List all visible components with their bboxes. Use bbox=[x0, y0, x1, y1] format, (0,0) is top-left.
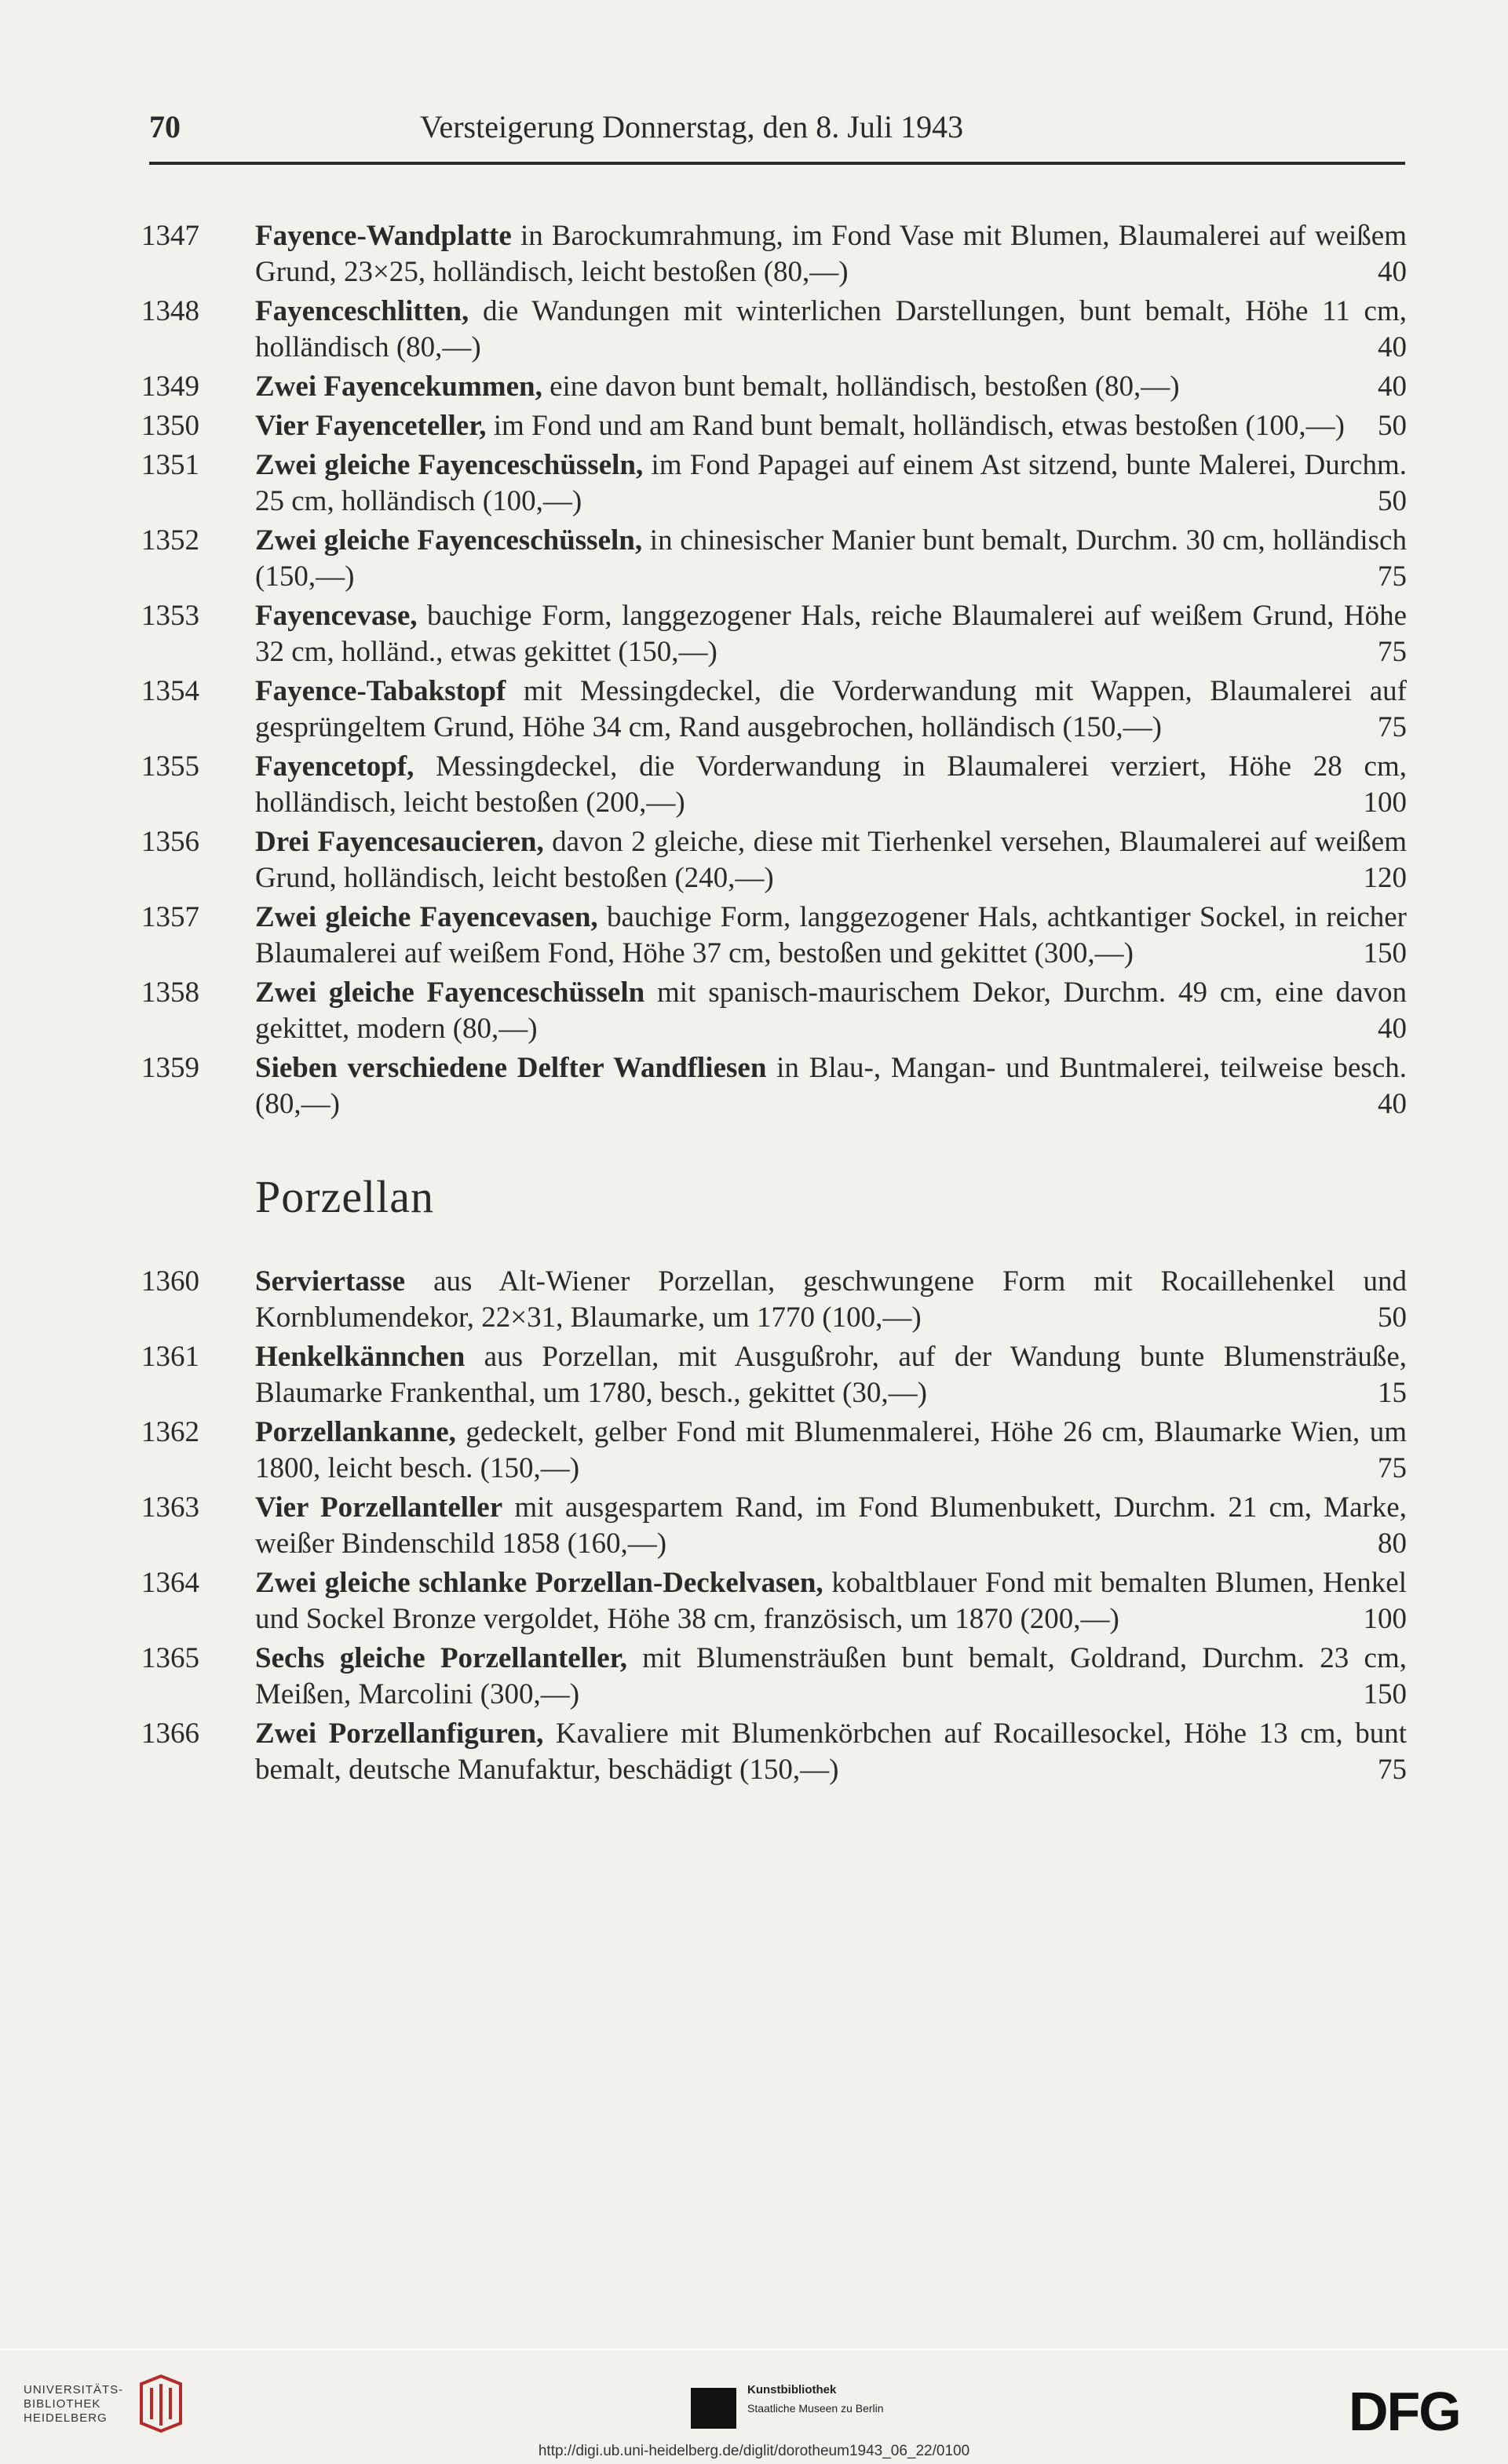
lot-number: 1353 bbox=[141, 600, 199, 632]
lot-price: 40 bbox=[1378, 256, 1407, 288]
lot-number: 1352 bbox=[141, 524, 199, 557]
lot-number: 1362 bbox=[141, 1416, 199, 1448]
lot-list-porzellan bbox=[141, 1264, 1407, 1788]
lot-price: 75 bbox=[1378, 636, 1407, 668]
lot-entry bbox=[141, 1641, 1407, 1713]
lot-description bbox=[255, 294, 1407, 366]
lot-text: in Blau-, Mangan- und Buntmalerei, teilweise besch. (80,—) bbox=[255, 1052, 1407, 1120]
lot-number: 1365 bbox=[141, 1642, 199, 1674]
lot-entry bbox=[141, 900, 1407, 972]
lot-number: 1363 bbox=[141, 1491, 199, 1524]
lot-price: 40 bbox=[1378, 1013, 1407, 1045]
lot-description bbox=[255, 408, 1407, 444]
lot-number: 1359 bbox=[141, 1052, 199, 1084]
lot-description bbox=[255, 1264, 1407, 1336]
lot-description bbox=[255, 673, 1407, 746]
lot-number: 1351 bbox=[141, 449, 199, 481]
lot-number: 1349 bbox=[141, 371, 199, 403]
lot-text: mit spanisch-maurischem Dekor, Durchm. 49 cm, eine davon gekittet, modern (80,—) bbox=[255, 976, 1407, 1045]
lot-entry bbox=[141, 1050, 1407, 1122]
lot-entry bbox=[141, 749, 1407, 821]
lot-price: 40 bbox=[1378, 1088, 1407, 1120]
lot-text: bauchige Form, langgezogener Hals, achtkantiger Sockel, in reicher Blaumalerei auf weißem Fond, Höhe 37 cm, bestoßen und gekittet (300,—) bbox=[255, 901, 1408, 969]
lot-title: Zwei Fayencekummen, bbox=[255, 371, 542, 403]
lot-text: davon 2 gleiche, diese mit Tierhenkel versehen, Blaumalerei auf weißem Grund, holländisch, leicht bestoßen (240,—) bbox=[255, 826, 1407, 894]
lot-text: mit Blumensträußen bunt bemalt, Goldrand, Durchm. 23 cm, Meißen, Marcolini (300,—) bbox=[255, 1642, 1408, 1710]
lot-text: in Barockumrahmung, im Fond Vase mit Blumen, Blaumalerei auf weißem Grund, 23×25, holländisch, leicht bestoßen (80,—) bbox=[255, 220, 1407, 288]
lot-entry bbox=[141, 1490, 1407, 1562]
lot-price: 150 bbox=[1363, 937, 1407, 969]
lot-description bbox=[255, 749, 1407, 821]
lot-title: Vier Porzellanteller bbox=[255, 1491, 503, 1524]
lot-description bbox=[255, 824, 1407, 896]
library-name-line: HEIDELBERG bbox=[24, 2411, 108, 2425]
lot-entry bbox=[141, 824, 1407, 896]
lot-text: in chinesischer Manier bunt bemalt, Durchm. 30 cm, holländisch (150,—) bbox=[255, 524, 1407, 593]
lot-number: 1347 bbox=[141, 220, 199, 252]
lot-text: eine davon bunt bemalt, holländisch, bestoßen (80,—) bbox=[542, 371, 1180, 403]
lot-entry bbox=[141, 673, 1407, 746]
lot-price: 50 bbox=[1378, 485, 1407, 517]
lot-price: 100 bbox=[1363, 1603, 1407, 1635]
lot-price: 80 bbox=[1378, 1528, 1407, 1560]
lot-description bbox=[255, 1339, 1407, 1411]
lot-entry bbox=[141, 218, 1407, 290]
lot-description bbox=[255, 1415, 1407, 1487]
lot-text: die Wandungen mit winterlichen Darstellungen, bunt bemalt, Höhe 11 cm, holländisch (80,—) bbox=[255, 295, 1407, 363]
lot-title: Fayenceschlitten, bbox=[255, 295, 469, 327]
lot-title: Zwei gleiche Fayenceschüsseln, bbox=[255, 449, 644, 481]
lot-text: Messingdeckel, die Vorderwandung in Blaumalerei verziert, Höhe 28 cm, holländisch, leicht bestoßen (200,—) bbox=[255, 750, 1407, 819]
lot-number: 1348 bbox=[141, 295, 199, 327]
lot-entry bbox=[141, 1716, 1407, 1788]
kunstbibliothek-logo-icon bbox=[691, 2388, 736, 2429]
dfg-logo[interactable]: DFG bbox=[1349, 2381, 1460, 2442]
lot-number: 1354 bbox=[141, 675, 199, 707]
lot-entry bbox=[141, 1565, 1407, 1637]
library-emblem-icon bbox=[137, 2372, 184, 2435]
lot-title: Sieben verschiedene Delfter Wandfliesen bbox=[255, 1052, 767, 1084]
lot-text: im Fond Papagei auf einem Ast sitzend, bunte Malerei, Durchm. 25 cm, holländisch (100,—) bbox=[255, 449, 1407, 517]
lot-number: 1357 bbox=[141, 901, 199, 933]
page-title: Versteigerung Donnerstag, den 8. Juli 1943 bbox=[420, 109, 964, 144]
lot-entry bbox=[141, 1339, 1407, 1411]
lot-description bbox=[255, 1490, 1407, 1562]
lot-price: 75 bbox=[1378, 1754, 1407, 1786]
lot-price: 50 bbox=[1378, 410, 1407, 442]
lot-description bbox=[255, 1641, 1407, 1713]
footer-rule bbox=[0, 2349, 1508, 2350]
lot-number: 1361 bbox=[141, 1341, 199, 1373]
permalink-url[interactable]: http://digi.ub.uni-heidelberg.de/diglit/dorotheum1943_06_22/0100 bbox=[538, 2443, 970, 2459]
lot-entry bbox=[141, 294, 1407, 366]
lot-number: 1355 bbox=[141, 750, 199, 783]
lot-description bbox=[255, 1716, 1407, 1788]
lot-title: Fayencetopf, bbox=[255, 750, 414, 783]
lot-text: im Fond und am Rand bunt bemalt, holländisch, etwas bestoßen (100,—) bbox=[486, 410, 1345, 442]
lot-description bbox=[255, 975, 1407, 1047]
lot-text: aus Porzellan, mit Ausgußrohr, auf der Wandung bunte Blumensträuße, Blaumarke Frankenthal, um 1780, besch., gekittet (30,—) bbox=[255, 1341, 1407, 1409]
lot-entry bbox=[141, 598, 1407, 670]
lot-price: 75 bbox=[1378, 711, 1407, 743]
section-heading: Porzellan bbox=[255, 1171, 435, 1222]
lot-title: Zwei gleiche schlanke Porzellan-Deckelvasen, bbox=[255, 1567, 823, 1599]
lot-description bbox=[255, 1050, 1407, 1122]
lot-entry bbox=[141, 1415, 1407, 1487]
lot-text: Kavaliere mit Blumenkörbchen auf Rocaillesockel, Höhe 13 cm, bunt bemalt, deutsche Manufaktur, beschädigt (150,—) bbox=[255, 1717, 1407, 1786]
lot-entry bbox=[141, 369, 1407, 405]
lot-number: 1360 bbox=[141, 1265, 199, 1298]
lot-entry bbox=[141, 523, 1407, 595]
lot-text: bauchige Form, langgezogener Hals, reiche Blaumalerei auf weißem Grund, Höhe 32 cm, holländ., etwas gekittet (150,—) bbox=[255, 600, 1407, 668]
lot-price: 75 bbox=[1378, 560, 1407, 593]
lot-title: Sechs gleiche Porzellanteller, bbox=[255, 1642, 627, 1674]
lot-description bbox=[255, 369, 1407, 405]
lot-price: 100 bbox=[1363, 787, 1407, 819]
lot-title: Fayence-Tabakstopf bbox=[255, 675, 506, 707]
lot-price: 75 bbox=[1378, 1452, 1407, 1484]
lot-price: 15 bbox=[1378, 1377, 1407, 1409]
lot-price: 50 bbox=[1378, 1301, 1407, 1334]
page-header bbox=[149, 108, 1405, 155]
lot-title: Zwei gleiche Fayenceschüsseln, bbox=[255, 524, 643, 557]
lot-description bbox=[255, 447, 1407, 520]
lot-number: 1358 bbox=[141, 976, 199, 1009]
university-library-logo[interactable] bbox=[24, 2383, 123, 2426]
lot-text: aus Alt-Wiener Porzellan, geschwungene Form mit Rocaillehenkel und Kornblumendekor, 22×31, Blaumarke, um 1770 (100,—) bbox=[255, 1265, 1407, 1334]
library-name-line: BIBLIOTHEK bbox=[24, 2397, 101, 2411]
lot-text: kobaltblauer Fond mit bemalten Blumen, Henkel und Sockel Bronze vergoldet, Höhe 38 cm, französisch, um 1870 (200,—) bbox=[255, 1567, 1407, 1635]
lot-list-fayence bbox=[141, 218, 1407, 1122]
lot-price: 40 bbox=[1378, 371, 1407, 403]
lot-number: 1350 bbox=[141, 410, 199, 442]
header-rule bbox=[149, 162, 1405, 165]
lot-entry bbox=[141, 975, 1407, 1047]
lot-title: Vier Fayenceteller, bbox=[255, 410, 487, 442]
lot-title: Serviertasse bbox=[255, 1265, 406, 1298]
lot-price: 120 bbox=[1363, 862, 1407, 894]
kunstbibliothek-name[interactable]: Kunstbibliothek bbox=[747, 2383, 837, 2396]
lot-title: Zwei gleiche Fayencevasen, bbox=[255, 901, 598, 933]
lot-title: Fayence-Wandplatte bbox=[255, 220, 512, 252]
lot-description bbox=[255, 1565, 1407, 1637]
lot-title: Henkelkännchen bbox=[255, 1341, 466, 1373]
library-name-line: UNIVERSITÄTS- bbox=[24, 2383, 124, 2396]
lot-entry bbox=[141, 447, 1407, 520]
lot-price: 150 bbox=[1363, 1678, 1407, 1710]
lot-text: mit Messingdeckel, die Vorderwandung mit Wappen, Blaumalerei auf gesprüngeltem Grund, Höhe 34 cm, Rand ausgebrochen, holländisch (150,—) bbox=[255, 675, 1407, 743]
lot-title: Fayencevase, bbox=[255, 600, 418, 632]
lot-description bbox=[255, 598, 1407, 670]
lot-entry bbox=[141, 1264, 1407, 1336]
lot-entry bbox=[141, 408, 1407, 444]
lot-price: 40 bbox=[1378, 331, 1407, 363]
page-number: 70 bbox=[149, 109, 181, 144]
lot-description bbox=[255, 900, 1407, 972]
lot-description bbox=[255, 523, 1407, 595]
lot-number: 1364 bbox=[141, 1567, 199, 1599]
lot-number: 1366 bbox=[141, 1717, 199, 1750]
lot-title: Porzellankanne, bbox=[255, 1416, 456, 1448]
lot-title: Zwei gleiche Fayenceschüsseln bbox=[255, 976, 645, 1009]
lot-text: mit ausgespartem Rand, im Fond Blumenbukett, Durchm. 21 cm, Marke, weißer Bindenschild 1858 (160,—) bbox=[255, 1491, 1407, 1560]
lot-title: Zwei Porzellanfiguren, bbox=[255, 1717, 544, 1750]
lot-title: Drei Fayencesaucieren, bbox=[255, 826, 544, 858]
auction-catalog bbox=[141, 218, 1407, 1791]
lot-number: 1356 bbox=[141, 826, 199, 858]
lot-text: gedeckelt, gelber Fond mit Blumenmalerei, Höhe 26 cm, Blaumarke Wien, um 1800, leicht besch. (150,—) bbox=[255, 1416, 1407, 1484]
kunstbibliothek-subtitle: Staatliche Museen zu Berlin bbox=[747, 2402, 884, 2415]
lot-description bbox=[255, 218, 1407, 290]
